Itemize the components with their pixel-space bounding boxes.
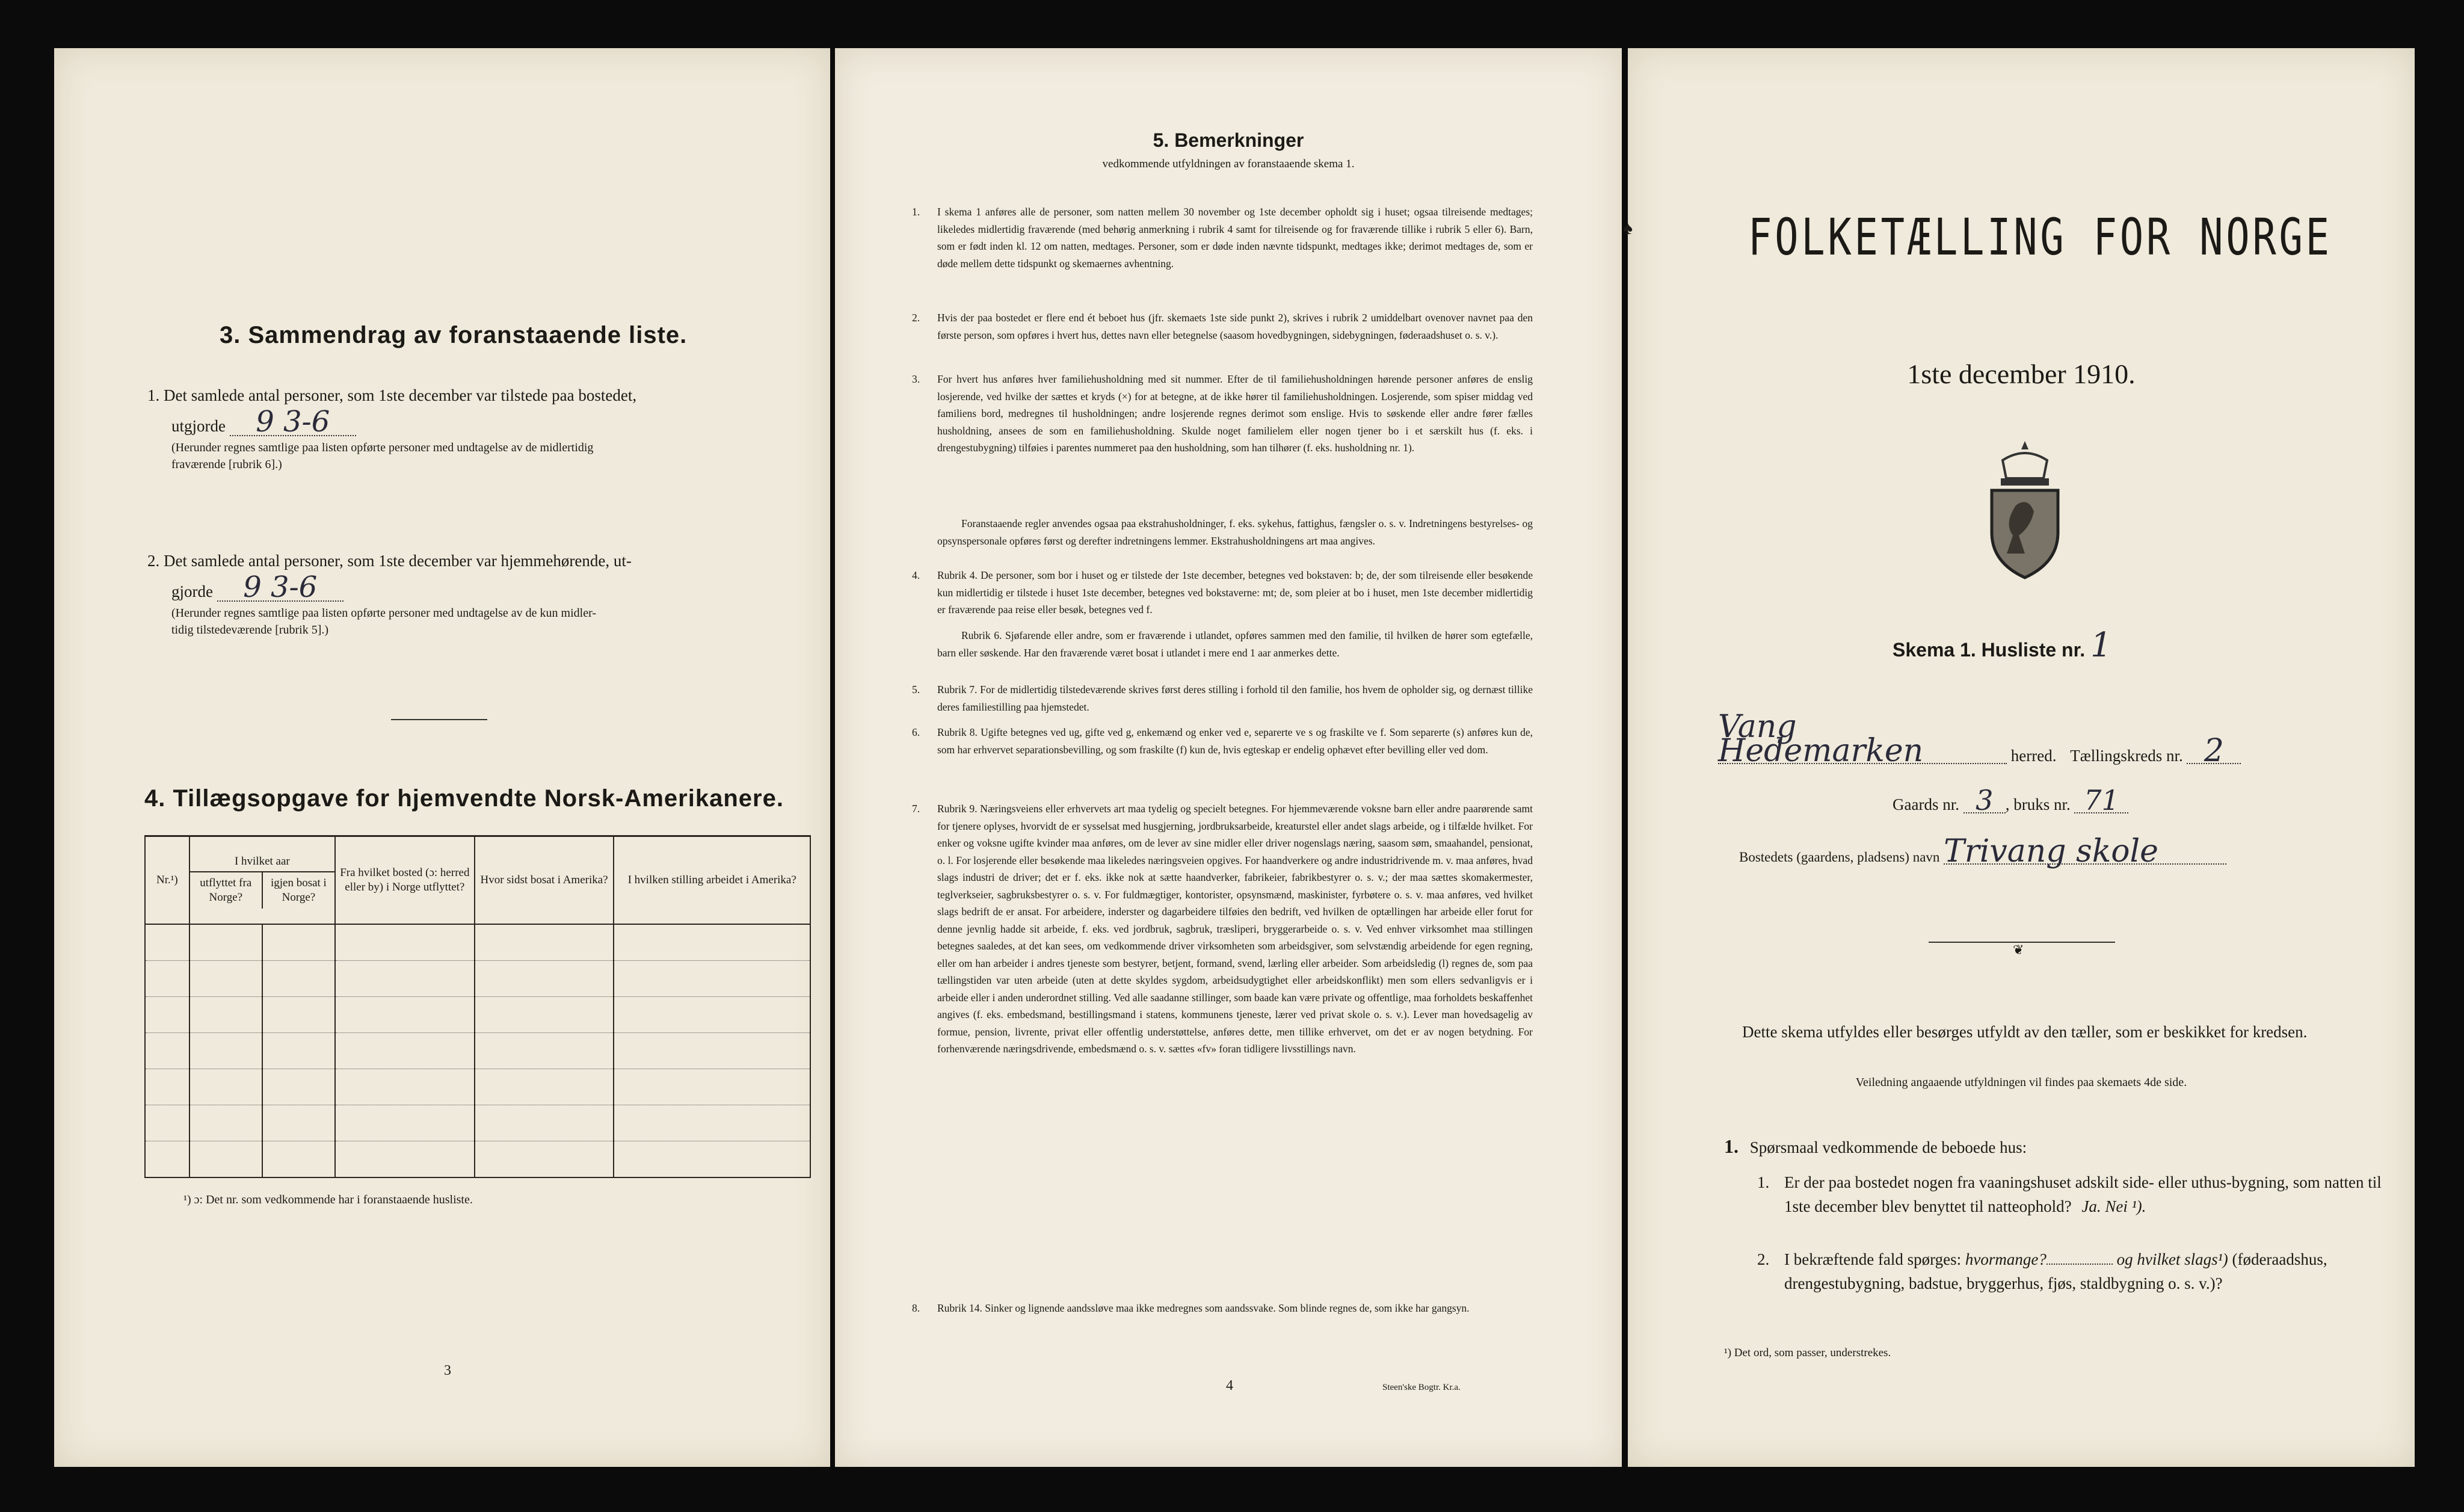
coat-of-arms-icon — [1974, 436, 2076, 584]
col-year-group: I hvilket aar utflyttet fra Norge? igjen bosat i Norge? — [189, 836, 335, 925]
kreds-value[interactable]: 2 — [2187, 739, 2241, 764]
masthead: FOLKETÆLLING FOR NORGE — [1748, 208, 2332, 267]
page-right — [1623, 48, 2415, 1467]
herred-line: Vang Hedemarken herred. Tællingskreds nr. 2 — [1718, 715, 2410, 768]
col-bosted: Fra hvilket bosted (ɔ: herred eller by) i Norge utflyttet? — [335, 836, 475, 925]
summary-item-2: 2. Det samlede antal personer, som 1ste december var hjemmehørende, ut- gjorde 9 3-6 (Herunder regnes samtlige paa listen opførte personer med undtagelse av de kun midler- tidig tilstedeværende [rubrik 5].) — [147, 552, 632, 637]
remarks-subtitle: vedkommende utfyldningen av foranstaaende skema 1. — [1102, 158, 1355, 170]
bosted-line: Bostedets (gaardens, pladsens) navn Trivang skole — [1739, 839, 2401, 869]
col-amerika: Hvor sidst bosat i Amerika? — [475, 836, 614, 925]
remark-3b: Foranstaaende regler anvendes ogsaa paa ekstrahusholdninger, f. eks. sykehus, fattighus, fængsler o. s. v. Indretningens bestyrelses- og opsynspersonale opføres først og derefter indretningens lemmer. Ekstrahusholdningens art maa angives. — [937, 517, 1533, 547]
remark-7: 7. Rubrik 9. Næringsveiens eller erhvervets art maa tydelig og specielt betegnes. For hjemmeværende voksne barn eller andre paarørende samt for tjenere oplyses, hvorvidt de er sysselsat med husgjerning, jordbruksarbeide, kreaturstel eller andet slags arbeide, og i tilfælde hvilket. For enker og voksne ugifte kvinder maa anføres, om de lever av sine midler eller driver nogenslags næring, saasom søm, smaahandel, pensionat, o. l. For losjerende eller besøkende maa likeledes næringsveien opgives. For haandverkere og andre industridrivende m. v. maa anføres, hvad slags industri de driver; det er f. eks. ikke nok at sætte haandverker, fabrikeier, fabrikbestyrer o. s. v.; der maa sættes skomakermester, teglverkseier, sagbruksbestyrer o. s. v. For fuldmægtiger, kontorister, opsynsmænd, maskinister, fyrbøtere o. s. v. maa anføres, ved hvilket slags bedrift de er ansat. For arbeidere, inderster og dagarbeidere tilføies den bedrift, ved hvilken de optællingen har arbeide eller forut for denne jevnlig hadde sit arbeide, f. eks. ved jordbruk, sagbruk, træsliperi, bryggerarbeide o. s. v. Ved enhver virksomhet maa stillingen betegnes saaledes, at det kan sees, om vedkommende driver virksomheten som arbeidsgiver, som selvstændig arbeidende for egen regning, eller om han arbeider i andres tjeneste som bestyrer, betjent, formand, svend, lærling eller arbeider. Som arbeidsledig (l) regnes de, som paa tællingstiden var uten arbeide (uten at dette skyldes sygdom, arbeidsudygtighet eller arbeidskonflikt) men som ellers sedvanligvis er i arbeide eller i anden underordnet stilling. Ved alle saadanne stillinger, som baade kan være private og offentlige, maa forholdets beskaffenhet angives (f. eks. embedsmand, bestillingsmand i statens, kommunens tjeneste, lærer ved privat skole o. s. v.). Lever man hovedsagelig av formue, pension, livrente, privat eller offentlig understøttelse, anføres dette, men tillike erhvervet, om det er av nogen betydning. For forhenværende næringsdrivende, embedsmænd o. s. v. sættes «fv» foran tidligere livsstillings navn. — [912, 803, 1533, 1055]
remark-5: 5. Rubrik 7. For de midlertidig tilstedeværende skrives først deres stilling i forhold til den familie, hos hvem de opholder sig, og dernæst tillike deres familiestilling paa hjemstedet. — [912, 683, 1533, 713]
intro-note: Veiledning angaaende utfyldningen vil findes paa skemaets 4de side. — [1855, 1076, 2187, 1089]
col-utflyttet: utflyttet fra Norge? — [190, 872, 263, 909]
remark-4b: Rubrik 6. Sjøfarende eller andre, som er fraværende i utlandet, opføres sammen med den familie, til hvilken de hører som egtefælle, barn eller søskende. Har den fraværende været bosat i utlandet i mere end 1 aar anmerkes dette. — [937, 629, 1533, 659]
col-stilling: I hvilken stilling arbeidet i Amerika? — [614, 836, 810, 925]
remark-6: 6. Rubrik 8. Ugifte betegnes ved ug, gifte ved g, enkemænd og enker ved e, separerte ve s og fraskilte ve f. Som separerte (s) anføres kun de, som har erhvervet separationsbevilling, og som fraskilte (f) kun de, hvis egteskap er endelig ophævet efter bevilling eller ved dom. — [912, 726, 1533, 756]
table-row — [145, 1141, 810, 1178]
remarks-title: 5. Bemerkninger — [1153, 129, 1304, 151]
table-row — [145, 1069, 810, 1105]
question-1-1: 1. Er der paa bostedet nogen fra vaaningshuset adskilt side- eller uthus-bygning, som natten til 1ste december blev benyttet til natteophold? Ja. Nei ¹). — [1757, 1173, 2382, 1215]
remark-1: 1. I skema 1 anføres alle de personer, som natten mellem 30 november og 1ste december opholdt sig i huset; ogsaa tilreisende medtages; likeledes midlertidig fraværende (med behørig anmerkning i rubrik 4 samt for tilreisende og for fraværende tillike i rubrik 5 eller 6). Barn, som er født inden kl. 12 om natten, medtages. Personer, som er døde inden nævnte tidspunkt, medtages ikke; derimot medtages de, som er døde mellem dette tidspunkt og skemaernes avhentning. — [912, 206, 1533, 270]
question-1-2: 2. I bekræftende fald spørges: hvormange? og hvilket slags¹) (føderaadshus, drengestubygning, badstue, bryggerhus, fjøs, staldbygning o. s. v.)? — [1757, 1250, 2327, 1292]
page-number: 3 — [444, 1363, 451, 1378]
footnote: ¹) Det ord, som passer, understrekes. — [1724, 1347, 1891, 1359]
remark-2: 2. Hvis der paa bostedet er flere end ét beboet hus (jfr. skemaets 1ste side punkt 2), skrives i rubrik 2 umiddelbart ovenover navnet paa den første person, som opføres i hvert hus, dettes navn eller betegnelse (saasom hovedbygningen, sidebygningen, føderaadshuset o. s. v.). — [912, 312, 1533, 341]
table-footnote: ¹) ɔ: Det nr. som vedkommende har i foranstaaende husliste. — [183, 1193, 473, 1206]
col-nr: Nr.¹) — [145, 836, 189, 925]
page-middle — [835, 48, 1622, 1467]
table-row — [145, 1033, 810, 1069]
present-count-value[interactable]: 9 3-6 — [230, 409, 356, 436]
bosted-value[interactable]: Trivang skole — [1944, 839, 2226, 865]
table-row — [145, 961, 810, 997]
intro-text: Dette skema utfyldes eller besørges utfyldt av den tæller, som er beskikket for kredsen. — [1742, 1023, 2308, 1041]
husliste-nr-value[interactable]: 1 — [2090, 626, 2112, 665]
spade-mark-icon: ♠ — [1623, 218, 1633, 238]
resident-count-value[interactable]: 9 3-6 — [217, 574, 343, 602]
census-date: 1ste december 1910. — [1907, 359, 2136, 389]
table-row — [145, 1105, 810, 1141]
ornament-icon: ❦ — [2013, 942, 2024, 957]
remark-3: 3. For hvert hus anføres hver familiehusholdning med sit nummer. Efter de til familiehusholdningen hørende personer anføres de enslig losjerende, ved hvilke der sættes et kryds (×) for at betegne, at de ikke hører til familiehusholdningen. Losjerende, som spiser middag ved familiens bord, medregnes til husholdningen; andre losjerende regnes derimot som enslige. Hvis to søskende eller andre fører fælles husholdning, ansees de som en familiehusholdning. Skulde noget familielem eller nogen tjener bo i et særskilt hus (f. eks. i drengestubygning) tilføies i parentes nummeret paa den husholdning, som han tilhører (f. eks. husholdning nr. 1). — [912, 373, 1533, 454]
table-row — [145, 997, 810, 1033]
skema-line: Skema 1. Husliste nr. 1 — [1893, 626, 2112, 665]
section3-title: 3. Sammendrag av foranstaaende liste. — [220, 322, 688, 348]
gaards-value[interactable]: 3 — [1964, 788, 2006, 813]
page-left — [54, 48, 830, 1467]
col-igjen-bosat: igjen bosat i Norge? — [270, 877, 327, 904]
bruks-value[interactable]: 71 — [2074, 788, 2128, 813]
divider — [391, 719, 487, 720]
yes-no-answer[interactable]: Ja. Nei ¹). — [2081, 1197, 2146, 1215]
herred-value[interactable]: Vang Hedemarken — [1718, 715, 2007, 764]
q1-heading: 1. Spørsmaal vedkommende de beboede hus: — [1724, 1135, 2027, 1157]
summary-item-1: 1. Det samlede antal personer, som 1ste december var tilstede paa bostedet, utgjorde 9 3-6 (Herunder regnes samtlige paa listen opførte personer med undtagelse av de midlertidig fraværende [rubrik 6].) — [147, 386, 637, 471]
section4-title: 4. Tillægsopgave for hjemvendte Norsk-Amerikanere. — [144, 785, 784, 812]
page-number: 4 — [1226, 1378, 1233, 1393]
remark-8: 8. Rubrik 14. Sinker og lignende aandssløve maa ikke medregnes som aandssvake. Som blinde regnes de, som ikke har gangsyn. — [912, 1302, 1470, 1314]
remark-4: 4. Rubrik 4. De personer, som bor i huset og er tilstede der 1ste december, betegnes ved bokstaven: b; de, der som tilreisende eller besøkende kun midlertidig er tilstede i huset 1ste december, betegnes ved bokstaverne: mt; de, som pleier at bo i huset, men 1ste december midlertidig er fraværende paa reise eller besøk, betegnes ved f. — [912, 569, 1533, 616]
gaards-line: Gaards nr. 3 , bruks nr. 71 — [1893, 788, 2128, 816]
norsk-amerikanere-table — [144, 835, 811, 1178]
printer-mark: Steen'ske Bogtr. Kr.a. — [1382, 1383, 1461, 1392]
table-row — [145, 924, 810, 961]
